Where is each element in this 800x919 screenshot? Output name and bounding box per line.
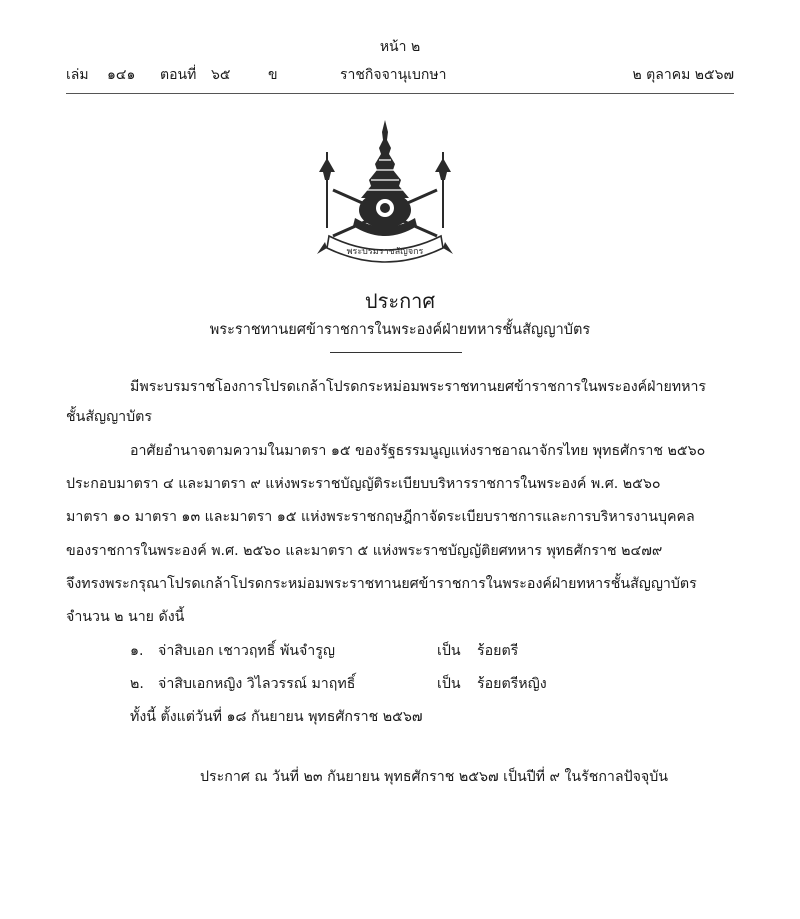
appointee-number: ๑.	[130, 643, 144, 659]
para1-line2: ชั้นสัญญาบัตร	[66, 409, 152, 425]
appointee-number: ๒.	[130, 676, 144, 692]
header-rule	[66, 93, 734, 94]
appointee-as: เป็น	[437, 676, 461, 692]
para1-line1: มีพระบรมราชโองการโปรดเกล้าโปรดกระหม่อมพระราชทานยศข้าราชการในพระองค์ฝ่ายทหาร	[130, 379, 707, 395]
para2-line1: อาศัยอำนาจตามความในมาตรา ๑๕ ของรัฐธรรมนูญแห่งราชอาณาจักรไทย พุทธศักราช ๒๕๖๐	[130, 443, 706, 459]
effective-date: ทั้งนี้ ตั้งแต่วันที่ ๑๘ กันยายน พุทธศักราช ๒๕๖๗	[130, 709, 423, 725]
emblem-ribbon-text: พระบรมราชลัญจกร	[346, 247, 424, 257]
title-divider	[330, 352, 462, 353]
para2-line5: จึงทรงพระกรุณาโปรดเกล้าโปรดกระหม่อมพระราชทานยศข้าราชการในพระองค์ฝ่ายทหารชั้นสัญญาบัตร	[66, 576, 697, 592]
section-letter: ข	[268, 67, 278, 83]
page-number: หน้า ๒	[379, 39, 421, 55]
announcement-date: ประกาศ ณ วันที่ ๒๓ กันยายน พุทธศักราช ๒๕๖๗ เป็นปีที่ ๙ ในรัชกาลปัจจุบัน	[200, 769, 668, 785]
para2-line6: จำนวน ๒ นาย ดังนี้	[66, 609, 185, 625]
publication-name: ราชกิจจานุเบกษา	[340, 67, 447, 83]
volume-number: ๑๔๑	[107, 67, 136, 83]
announcement-subtitle: พระราชทานยศข้าราชการในพระองค์ฝ่ายทหารชั้นสัญญาบัตร	[209, 322, 591, 338]
appointee-rank: ร้อยตรีหญิง	[477, 676, 547, 692]
para2-line3: มาตรา ๑๐ มาตรา ๑๓ และมาตรา ๑๕ แห่งพระราชกฤษฎีกาจัดระเบียบราชการและการบริหารงานบุคคล	[66, 509, 695, 525]
part-number: ๖๕	[211, 67, 231, 83]
publication-date: ๒ ตุลาคม ๒๕๖๗	[632, 67, 734, 83]
volume-label: เล่ม	[66, 67, 89, 83]
para2-line4: ของราชการในพระองค์ พ.ศ. ๒๕๖๐ และมาตรา ๕ แห่งพระราชบัญญัติยศทหาร พุทธศักราช ๒๔๗๙	[66, 543, 663, 559]
royal-seal-emblem-icon	[305, 118, 465, 268]
appointee-name: จ่าสิบเอก เชาวฤทธิ์ พันจำรูญ	[158, 643, 335, 659]
part-label: ตอนที่	[160, 67, 197, 83]
appointee-rank: ร้อยตรี	[477, 643, 519, 659]
appointee-as: เป็น	[437, 643, 461, 659]
para2-line2: ประกอบมาตรา ๔ และมาตรา ๙ แห่งพระราชบัญญัติระเบียบบริหารราชการในพระองค์ พ.ศ. ๒๕๖๐	[66, 476, 661, 492]
announcement-title: ประกาศ	[364, 289, 436, 313]
appointee-name: จ่าสิบเอกหญิง วิไลวรรณ์ มาฤทธิ์	[158, 676, 356, 692]
